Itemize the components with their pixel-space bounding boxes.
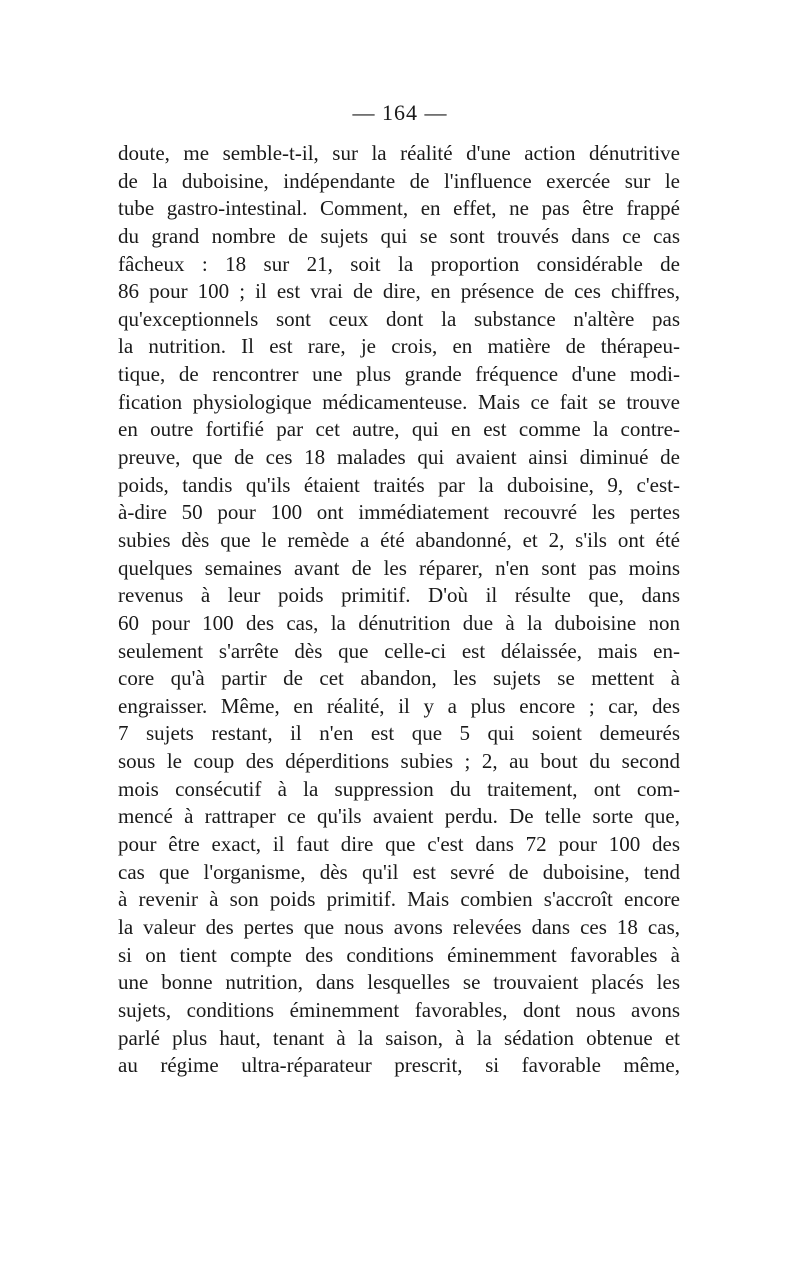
text-line: sous le coup des déperditions subies ; 2, au bout du second — [118, 749, 680, 774]
text-line: poids, tandis qu'ils étaient traités par la duboisine, 9, c'est- — [118, 472, 680, 497]
text-line: doute, me semble-t-il, sur la réalité d'une action dénutritive — [118, 141, 680, 165]
text-line: parlé plus haut, tenant à la saison, à la sédation obtenue et — [118, 1025, 680, 1050]
text-line: tique, de rencontrer une plus grande fréquence d'une modi- — [118, 362, 680, 387]
text-line: engraisser. Même, en réalité, il y a plus encore ; car, des — [118, 693, 680, 718]
text-line: la nutrition. Il est rare, je crois, en matière de thérapeu- — [118, 334, 680, 359]
text-line: preuve, que de ces 18 malades qui avaient ainsi diminué de — [118, 445, 680, 470]
page-number: — 164 — — [352, 100, 448, 125]
text-line: si on tient compte des conditions éminemment favorables à — [118, 942, 680, 967]
text-line: la valeur des pertes que nous avons relevées dans ces 18 cas, — [118, 914, 680, 939]
text-line: à revenir à son poids primitif. Mais combien s'accroît encore — [118, 887, 680, 912]
text-line: au régime ultra-réparateur prescrit, si favorable même, — [118, 1053, 680, 1078]
text-line: mois consécutif à la suppression du traitement, ont com- — [118, 776, 680, 801]
text-line: pour être exact, il faut dire que c'est dans 72 pour 100 des — [118, 832, 680, 857]
text-line: cas que l'organisme, dès qu'il est sevré de duboisine, tend — [118, 859, 680, 884]
text-line: une bonne nutrition, dans lesquelles se trouvaient placés les — [118, 970, 680, 995]
text-line: revenus à leur poids primitif. D'où il résulte que, dans — [118, 583, 680, 608]
text-line: seulement s'arrête dès que celle-ci est délaissée, mais en- — [118, 638, 680, 663]
text-line: en outre fortifié par cet autre, qui en est comme la contre- — [118, 417, 680, 442]
text-line: à-dire 50 pour 100 ont immédiatement recouvré les pertes — [118, 500, 680, 525]
text-line: sujets, conditions éminemment favorables, dont nous avons — [118, 997, 680, 1022]
text-line: fâcheux : 18 sur 21, soit la proportion considérable de — [118, 251, 680, 276]
body-text — [118, 140, 680, 1080]
text-line: quelques semaines avant de les réparer, n'en sont pas moins — [118, 555, 680, 580]
text-line: du grand nombre de sujets qui se sont trouvés dans ce cas — [118, 223, 680, 248]
text-line: de la duboisine, indépendante de l'influence exercée sur le — [118, 168, 680, 193]
text-line: fication physiologique médicamenteuse. Mais ce fait se trouve — [118, 389, 680, 414]
text-line: 86 pour 100 ; il est vrai de dire, en présence de ces chiffres, — [118, 279, 680, 304]
text-line: mencé à rattraper ce qu'ils avaient perdu. De telle sorte que, — [118, 804, 680, 829]
text-line: tube gastro-intestinal. Comment, en effet, ne pas être frappé — [118, 196, 680, 221]
text-line: 7 sujets restant, il n'en est que 5 qui soient demeurés — [118, 721, 680, 746]
text-line: subies dès que le remède a été abandonné, et 2, s'ils ont été — [118, 527, 680, 552]
text-line: 60 pour 100 des cas, la dénutrition due à la duboisine non — [118, 610, 680, 635]
text-line: core qu'à partir de cet abandon, les sujets se mettent à — [118, 666, 680, 691]
text-line: qu'exceptionnels sont ceux dont la substance n'altère pas — [118, 306, 680, 331]
